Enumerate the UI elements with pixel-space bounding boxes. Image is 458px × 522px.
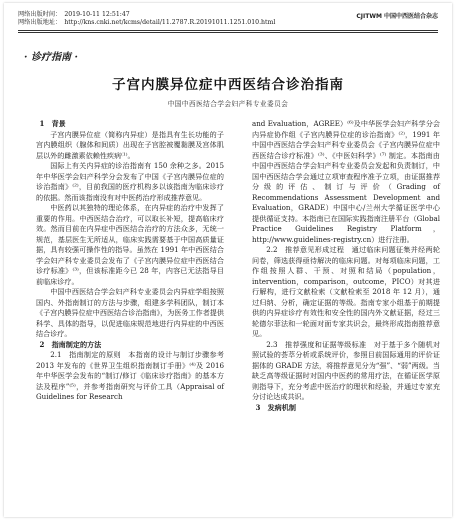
paragraph: 中国中西医结合学会妇产科专业委员会内异症学组按照国内、外指南制订的方法与步骤，组建多学科团队，制订本《子宫内膜异位症中西医结合诊治指南》，为医务工作者提供科学、具体的指导，以促进临床规范地进行内异症的中西医结合诊疗。 <box>36 287 224 338</box>
paragraph: 2.3 推荐强度和证据等级标准 对于基于多个随机对照试验的荟萃分析或系统评价，参照目前国际通用的评价证据体的 GRADE 方法，将推荐意见分为“强”、“弱”两级。当缺乏高等级证据时对国内中医药的常用疗法，在循证医学原则指导下，充分考虑中医治疗的理状和经验，并通过专家充分讨论达成共识。 <box>252 339 440 401</box>
paragraph: 子宫内膜异位症（简称内异症）是指具有生长功能的子宫内膜组织（腺体和间质）出现在子宫腔被覆黏膜及宫体肌层以外的雌激素依赖性疾病⁽¹⁾。 <box>36 129 224 160</box>
paragraph: and Evaluation，AGREE）⁽⁶⁾及中华医学会妇产科学分会内异症协作组《子宫内膜异位症的诊治指南》⁽²⁾，1991 年中国中西医结合学会妇产科专业委员会《子宫内膜异位症中西医结合诊疗标准》⁽³⁾、《中医妇科学》⁽⁷⁾ 制定。本指南由中国中西医结合学会妇产科专业委员会发起和负责制订，中国中西医结合学会通过立项审查程序准予立项，由证据推荐分级的评估、制订与评价（Grading of Recommendations Assessment Development and Evaluation，GRADE）中国中心/兰州大学循证医学中心提供循证支持。本指南已在国际实践指南注册平台（Global Practice Guidelines Registry Platform，http://www.guidelines-registry.cn）进行注册。 <box>252 119 440 244</box>
journal-name: CJITWM 中国中西医结合杂志 <box>356 13 438 20</box>
header-rule <box>18 30 438 31</box>
left-column <box>36 119 224 403</box>
section-heading: · 诊疗指南 · <box>24 52 78 63</box>
header-rule-2 <box>18 32 438 33</box>
publish-time-label: 网络出版时间： <box>18 11 62 18</box>
paragraph: 2.2 推荐意见形成过程 通过临床问题征集并经两轮问卷，筛选获得亟待解决的临床问题。对每项临床问题，工作组按照人群、干预、对照和结局（population，intervention，comparison，outcome，PICO）对其进行解构，进行文献检索（文献检索至 2018 年 12 月），通过归纳、分析，确定证据的等级。指南专家小组基于前期提供的内异症诊疗有效性和安全性的国内外文献证据，经过三轮德尔菲法和一轮面对面专家共识会，最终形成指南推荐意见。 <box>252 245 440 338</box>
right-column <box>252 119 440 413</box>
publish-time-line <box>18 11 130 19</box>
publish-time: 2019-10-11 12:51:47 <box>64 11 130 18</box>
author-line: 中国中西医结合学会妇产科专业委员会 <box>167 100 289 108</box>
paper-title: 子宫内膜异位症中西医结合诊治指南 <box>112 77 344 93</box>
paragraph: 2.1 指南制定的原则 本指南的设计与制订步骤参考 2013 年发布的《世界卫生组织指南制订手册》⁽⁴⁾及 2016 年中华医学会发布的“制订/修订《临床诊疗指南》的基本方法及程序”⁽⁵⁾，并参考指南研究与评价工具（Appraisal of Guidelines for Research <box>36 350 224 401</box>
publish-url[interactable]: http://kns.cnki.net/kcms/detail/11.2787.R.20191011.1251.010.html <box>64 19 276 26</box>
paragraph: 国际上有关内异症的诊治指南有 150 余种之多。2015 年中华医学会妇产科学分会发布了中国《子宫内膜异位症的诊治指南》⁽²⁾，目前我国的医疗机构多以该指南为临床诊疗的依据。然而该指南没有对中医药治疗形成推荐意见。 <box>36 161 224 202</box>
section-title: 1 背景 <box>39 119 66 128</box>
paper-page <box>4 3 452 517</box>
section-title: 2 指南制定的方法 <box>39 339 102 349</box>
section-title: 3 发病机制 <box>255 402 296 412</box>
publish-url-line <box>18 19 275 27</box>
publish-url-label: 网络出版地址： <box>18 19 62 26</box>
paragraph: 中医药以其独特的理论体系，在内异症的治疗中发挥了重要的作用。中西医结合治疗，可以取长补短，提高临床疗效。然而目前在内异症中西医结合治疗的方法众多，无统一规范，基层医生无所适从，临床实践需要基于中国高质量证据，具有较强可操作性的指导。虽然在 1991 年中西医结合学会妇产科专业委员会发布了《子宫内膜异位症中西医结合诊疗标准》⁽³⁾，但该标准距今已 28 年，内容已无法指导目前临床诊疗。 <box>36 203 224 286</box>
